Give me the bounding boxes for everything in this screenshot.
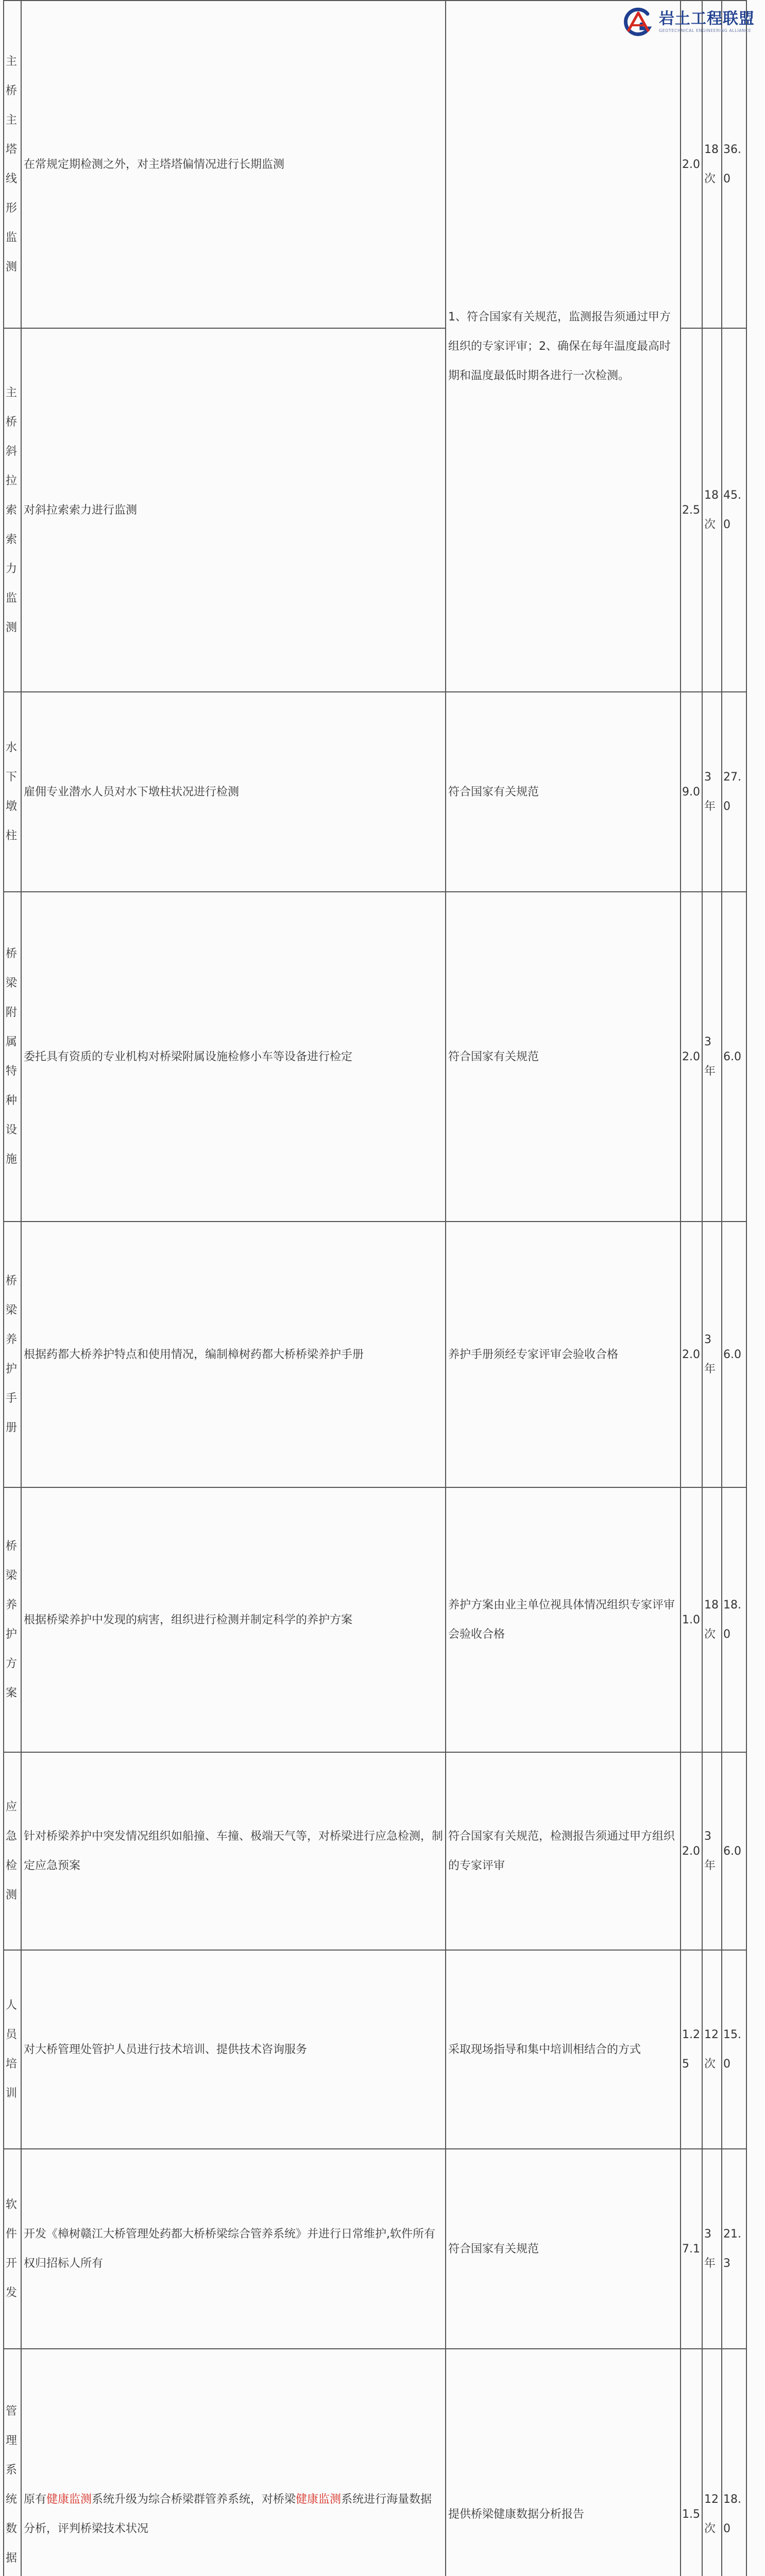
item-amount-cell: 6.0 <box>722 1222 746 1487</box>
table-row <box>4 1950 746 2149</box>
logo-subtitle: GEOTECHNICAL ENGINEERING ALLIANCE <box>659 28 752 33</box>
item-amount-cell: 45.0 <box>722 328 746 692</box>
item-coefficient-cell: 2.5 <box>681 328 702 692</box>
item-quantity-cell: 3年 <box>702 2149 722 2349</box>
table-row <box>4 2349 746 2576</box>
item-quantity-cell: 3年 <box>702 1752 722 1950</box>
item-name-cell: 主桥主塔线形监测 <box>4 1 21 328</box>
item-requirement-cell: 符合国家有关规范 <box>446 692 681 892</box>
item-quantity-cell: 18次 <box>702 328 722 692</box>
item-amount-cell: 18.0 <box>722 1487 746 1752</box>
item-amount-cell: 27.0 <box>722 692 746 892</box>
logo-emblem-icon <box>621 5 656 40</box>
item-quantity-cell: 12次 <box>702 2349 722 2576</box>
logo-title: 岩土工程联盟 <box>659 10 755 28</box>
item-requirement-cell: 养护方案由业主单位视具体情况组织专家评审会验收合格 <box>446 1487 681 1752</box>
item-content-cell: 针对桥梁养护中突发情况组织如船撞、车撞、极端天气等，对桥梁进行应急检测，制定应急预案 <box>21 1752 446 1950</box>
item-quantity-cell: 18次 <box>702 1487 722 1752</box>
item-amount-cell: 18.0 <box>722 2349 746 2576</box>
item-content-cell: 对大桥管理处管护人员进行技术培训、提供技术咨询服务 <box>21 1950 446 2149</box>
item-coefficient-cell: 1.0 <box>681 1487 702 1752</box>
item-requirement-cell: 采取现场指导和集中培训相结合的方式 <box>446 1950 681 2149</box>
item-coefficient-cell: 9.0 <box>681 692 702 892</box>
item-content-cell: 雇佣专业潜水人员对水下墩柱状况进行检测 <box>21 692 446 892</box>
item-name-cell: 桥梁养护方案 <box>4 1487 21 1752</box>
site-logo[interactable] <box>621 4 760 40</box>
item-amount-cell: 15.0 <box>722 1950 746 2149</box>
table-row <box>4 892 746 1222</box>
highlight-keyword: 健康监测 <box>296 2493 342 2506</box>
table-row <box>4 1752 746 1950</box>
item-content-cell: 根据药都大桥养护特点和使用情况，编制樟树药都大桥桥梁养护手册 <box>21 1222 446 1487</box>
item-coefficient-cell: 1.25 <box>681 1950 702 2149</box>
item-requirement-cell: 提供桥梁健康数据分析报告 <box>446 2349 681 2576</box>
item-content-cell: 原有健康监测系统升级为综合桥梁群管养系统，对桥梁健康监测系统进行海量数据分析，评判桥梁技术状况 <box>21 2349 446 2576</box>
item-coefficient-cell: 2.0 <box>681 1222 702 1487</box>
item-name-cell: 桥梁养护手册 <box>4 1222 21 1487</box>
item-requirement-cell: 养护手册须经专家评审会验收合格 <box>446 1222 681 1487</box>
item-content-cell: 委托具有资质的专业机构对桥梁附属设施检修小车等设备进行检定 <box>21 892 446 1222</box>
item-quantity-cell: 3年 <box>702 892 722 1222</box>
item-name-cell: 水下墩柱 <box>4 692 21 892</box>
item-requirement-cell: 1、符合国家有关规范，监测报告须通过甲方组织的专家评审；2、确保在每年温度最高时期和温度最低时期各进行一次检测。 <box>446 1 681 692</box>
item-name-cell: 应急检测 <box>4 1752 21 1950</box>
item-amount-cell: 36.0 <box>722 1 746 328</box>
item-amount-cell: 21.3 <box>722 2149 746 2349</box>
table-row <box>4 2149 746 2349</box>
item-content-cell: 开发《樟树赣江大桥管理处药都大桥桥梁综合管养系统》并进行日常维护,软件所有权归招标人所有 <box>21 2149 446 2349</box>
item-requirement-cell: 符合国家有关规范 <box>446 892 681 1222</box>
item-name-cell: 软件开发 <box>4 2149 21 2349</box>
item-coefficient-cell: 7.1 <box>681 2149 702 2349</box>
item-quantity-cell: 12次 <box>702 1950 722 2149</box>
table-row <box>4 692 746 892</box>
item-requirement-cell: 符合国家有关规范，检测报告须通过甲方组织的专家评审 <box>446 1752 681 1950</box>
item-coefficient-cell: 2.0 <box>681 1752 702 1950</box>
item-name-cell: 桥梁附属特种设施 <box>4 892 21 1222</box>
table-row <box>4 1222 746 1487</box>
service-table <box>3 0 747 2576</box>
table-row <box>4 1487 746 1752</box>
item-name-cell: 人员培训 <box>4 1950 21 2149</box>
item-content-cell: 对斜拉索索力进行监测 <box>21 328 446 692</box>
item-amount-cell: 6.0 <box>722 892 746 1222</box>
item-coefficient-cell: 2.0 <box>681 1 702 328</box>
item-name-cell: 管理系统数据 <box>4 2349 21 2576</box>
logo-text <box>659 10 755 34</box>
table-row <box>4 1 746 328</box>
item-quantity-cell: 3年 <box>702 692 722 892</box>
highlight-keyword: 健康监测 <box>46 2493 92 2506</box>
item-quantity-cell: 3年 <box>702 1222 722 1487</box>
item-requirement-cell: 符合国家有关规范 <box>446 2149 681 2349</box>
item-quantity-cell: 18次 <box>702 1 722 328</box>
item-content-cell: 根据桥梁养护中发现的病害，组织进行检测并制定科学的养护方案 <box>21 1487 446 1752</box>
item-name-cell: 主桥斜拉索索力监测 <box>4 328 21 692</box>
item-coefficient-cell: 2.0 <box>681 892 702 1222</box>
item-amount-cell: 6.0 <box>722 1752 746 1950</box>
item-coefficient-cell: 1.5 <box>681 2349 702 2576</box>
item-content-cell: 在常规定期检测之外，对主塔塔偏情况进行长期监测 <box>21 1 446 328</box>
